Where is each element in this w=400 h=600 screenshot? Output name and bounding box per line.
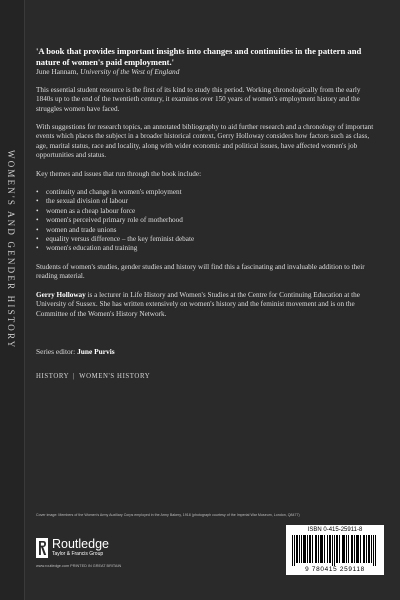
list-item: • women as a cheap labour force (36, 207, 376, 216)
list-item: • women's education and training (36, 244, 376, 253)
list-item: • women and trade unions (36, 226, 376, 235)
barcode-digits: 9 780415 259118 (305, 566, 365, 573)
closing-paragraph: Students of women's studies, gender studies and history will find this a fascinating and invaluable addition to their reading material. (36, 262, 365, 281)
quote-attribution (36, 67, 376, 77)
themes-intro: Key themes and issues that run through the book include: (36, 169, 202, 178)
review-quote: 'A book that provides important insights into changes and continuities in the pattern and nature of women's paid employment.' (36, 46, 362, 67)
quote-author: June Hannam, (36, 67, 79, 77)
routledge-logo-icon (36, 538, 48, 558)
author-bio-text: is a lecturer in Life History and Women's Studies at the Centre for Continuing Education at the University of Sussex. She has written extensively on women's history and the feminist movement and is on the Committee of the Women's History Network. (36, 290, 360, 318)
publisher-logo (36, 538, 176, 558)
barcode-icon (292, 535, 378, 566)
intro-paragraph: This essential student resource is the first of its kind to study this period. Working chronologically from the early 1840s up to the end of the twentieth century, it examines over 150 years of women's employment history and the struggles women have faced. (36, 85, 361, 113)
subject-history: HISTORY (36, 373, 70, 381)
quote-affiliation: University of the West of England (80, 67, 180, 77)
cover-image-credit: Cover image: Members of the Women's Army Auxiliary Corps employed in the Army Bakery, 1918 (photograph courtesy of the Imperial War Museum, London, Q8477) (36, 513, 300, 517)
author-name: Gerry Holloway (36, 290, 86, 299)
list-item: • the sexual division of labour (36, 197, 376, 206)
subject-separator: | (73, 373, 76, 381)
spine-title: WOMEN'S AND GENDER HISTORY (6, 150, 16, 350)
series-editor (36, 347, 376, 356)
author-bio (36, 291, 376, 319)
series-editor-name: June Purvis (77, 346, 115, 356)
list-item: • continuity and change in women's employment (36, 188, 376, 197)
list-item: • equality versus difference – the key feminist debate (36, 235, 376, 244)
isbn-number: ISBN 0-415-25911-8 (307, 527, 363, 533)
subject-womens-history: WOMEN'S HISTORY (79, 373, 151, 381)
spine (0, 0, 25, 600)
list-item: • women's perceived primary role of motherhood (36, 216, 376, 225)
series-editor-label: Series editor: (36, 346, 76, 356)
publisher-website: www.routledge.com PRINTED IN GREAT BRITAIN (36, 564, 122, 568)
isbn-barcode (286, 525, 384, 575)
back-cover-text (36, 46, 376, 382)
subject-categories (36, 372, 376, 381)
research-paragraph: With suggestions for research topics, an annotated bibliography to aid further research and a chronology of important events which places the subject in a broader historical context, Gerry Holloway considers how factors such as class, age, marital status, race and locality, along with wider economic and political issues, have affected women's job opportunities and status. (36, 123, 374, 160)
publisher-group: Taylor & Francis Group (52, 551, 104, 557)
publisher-name: Routledge (52, 537, 109, 551)
themes-list (36, 188, 376, 254)
